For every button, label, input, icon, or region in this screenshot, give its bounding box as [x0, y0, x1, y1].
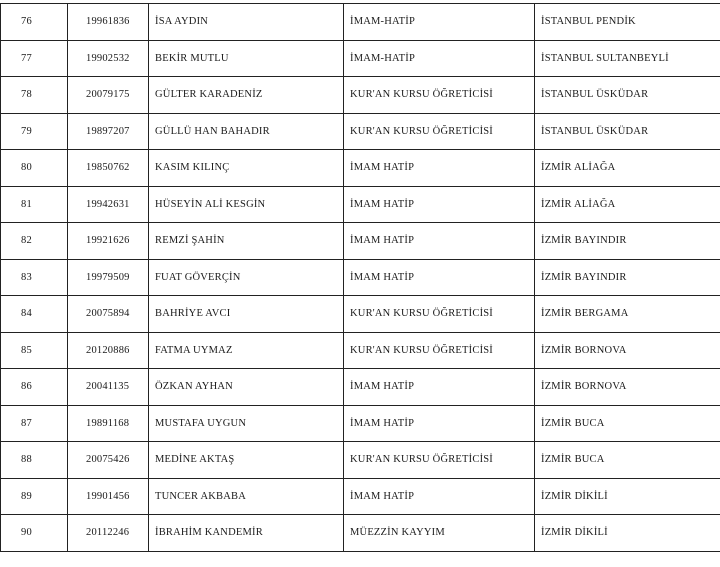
table-row	[1, 296, 720, 333]
job-title-cell: KUR'AN KURSU ÖĞRETİCİSİ	[344, 296, 535, 333]
row-number-cell: 88	[1, 442, 68, 479]
table-row	[1, 223, 720, 260]
table-row	[1, 4, 720, 41]
job-title-cell: İMAM HATİP	[344, 405, 535, 442]
registry-id-cell: 19979509	[68, 259, 149, 296]
table-row	[1, 515, 720, 552]
job-title-cell: KUR'AN KURSU ÖĞRETİCİSİ	[344, 77, 535, 114]
full-name-cell: HÜSEYİN ALİ KESGİN	[149, 186, 344, 223]
job-title-cell: İMAM HATİP	[344, 478, 535, 515]
table-row	[1, 186, 720, 223]
location-cell: İSTANBUL PENDİK	[535, 4, 720, 41]
full-name-cell: İBRAHİM KANDEMİR	[149, 515, 344, 552]
table-row	[1, 405, 720, 442]
job-title-cell: KUR'AN KURSU ÖĞRETİCİSİ	[344, 113, 535, 150]
location-cell: İZMİR ALİAĞA	[535, 150, 720, 187]
location-cell: İZMİR BORNOVA	[535, 332, 720, 369]
full-name-cell: BEKİR MUTLU	[149, 40, 344, 77]
full-name-cell: FUAT GÖVERÇİN	[149, 259, 344, 296]
row-number-cell: 82	[1, 223, 68, 260]
table-row	[1, 332, 720, 369]
registry-id-cell: 20041135	[68, 369, 149, 406]
personnel-table	[0, 3, 720, 552]
table-row	[1, 40, 720, 77]
registry-id-cell: 19942631	[68, 186, 149, 223]
table-row	[1, 369, 720, 406]
location-cell: İSTANBUL ÜSKÜDAR	[535, 113, 720, 150]
full-name-cell: ÖZKAN AYHAN	[149, 369, 344, 406]
registry-id-cell: 20075426	[68, 442, 149, 479]
job-title-cell: İMAM-HATİP	[344, 4, 535, 41]
registry-id-cell: 19891168	[68, 405, 149, 442]
table-row	[1, 113, 720, 150]
row-number-cell: 87	[1, 405, 68, 442]
location-cell: İZMİR BUCA	[535, 442, 720, 479]
row-number-cell: 85	[1, 332, 68, 369]
location-cell: İZMİR BAYINDIR	[535, 259, 720, 296]
full-name-cell: FATMA UYMAZ	[149, 332, 344, 369]
job-title-cell: İMAM HATİP	[344, 369, 535, 406]
registry-id-cell: 20112246	[68, 515, 149, 552]
location-cell: İSTANBUL SULTANBEYLİ	[535, 40, 720, 77]
location-cell: İZMİR BORNOVA	[535, 369, 720, 406]
registry-id-cell: 20075894	[68, 296, 149, 333]
row-number-cell: 81	[1, 186, 68, 223]
full-name-cell: BAHRİYE AVCI	[149, 296, 344, 333]
registry-id-cell: 19921626	[68, 223, 149, 260]
job-title-cell: İMAM HATİP	[344, 259, 535, 296]
job-title-cell: KUR'AN KURSU ÖĞRETİCİSİ	[344, 442, 535, 479]
full-name-cell: İSA AYDIN	[149, 4, 344, 41]
job-title-cell: İMAM HATİP	[344, 186, 535, 223]
row-number-cell: 76	[1, 4, 68, 41]
location-cell: İZMİR BERGAMA	[535, 296, 720, 333]
row-number-cell: 84	[1, 296, 68, 333]
registry-id-cell: 20120886	[68, 332, 149, 369]
location-cell: İZMİR ALİAĞA	[535, 186, 720, 223]
personnel-table-body	[1, 4, 720, 552]
job-title-cell: İMAM HATİP	[344, 150, 535, 187]
job-title-cell: İMAM HATİP	[344, 223, 535, 260]
table-row	[1, 259, 720, 296]
table-row	[1, 442, 720, 479]
full-name-cell: TUNCER AKBABA	[149, 478, 344, 515]
row-number-cell: 80	[1, 150, 68, 187]
job-title-cell: KUR'AN KURSU ÖĞRETİCİSİ	[344, 332, 535, 369]
row-number-cell: 90	[1, 515, 68, 552]
row-number-cell: 83	[1, 259, 68, 296]
full-name-cell: REMZİ ŞAHİN	[149, 223, 344, 260]
row-number-cell: 89	[1, 478, 68, 515]
row-number-cell: 78	[1, 77, 68, 114]
row-number-cell: 79	[1, 113, 68, 150]
registry-id-cell: 19897207	[68, 113, 149, 150]
registry-id-cell: 19850762	[68, 150, 149, 187]
registry-id-cell: 19901456	[68, 478, 149, 515]
full-name-cell: GÜLTER KARADENİZ	[149, 77, 344, 114]
full-name-cell: MUSTAFA UYGUN	[149, 405, 344, 442]
registry-id-cell: 20079175	[68, 77, 149, 114]
full-name-cell: MEDİNE AKTAŞ	[149, 442, 344, 479]
row-number-cell: 86	[1, 369, 68, 406]
job-title-cell: İMAM-HATİP	[344, 40, 535, 77]
row-number-cell: 77	[1, 40, 68, 77]
full-name-cell: KASIM KILINÇ	[149, 150, 344, 187]
registry-id-cell: 19961836	[68, 4, 149, 41]
full-name-cell: GÜLLÜ HAN BAHADIR	[149, 113, 344, 150]
table-row	[1, 150, 720, 187]
location-cell: İZMİR BAYINDIR	[535, 223, 720, 260]
location-cell: İZMİR BUCA	[535, 405, 720, 442]
location-cell: İZMİR DİKİLİ	[535, 515, 720, 552]
job-title-cell: MÜEZZİN KAYYIM	[344, 515, 535, 552]
location-cell: İSTANBUL ÜSKÜDAR	[535, 77, 720, 114]
table-row	[1, 478, 720, 515]
table-row	[1, 77, 720, 114]
registry-id-cell: 19902532	[68, 40, 149, 77]
location-cell: İZMİR DİKİLİ	[535, 478, 720, 515]
